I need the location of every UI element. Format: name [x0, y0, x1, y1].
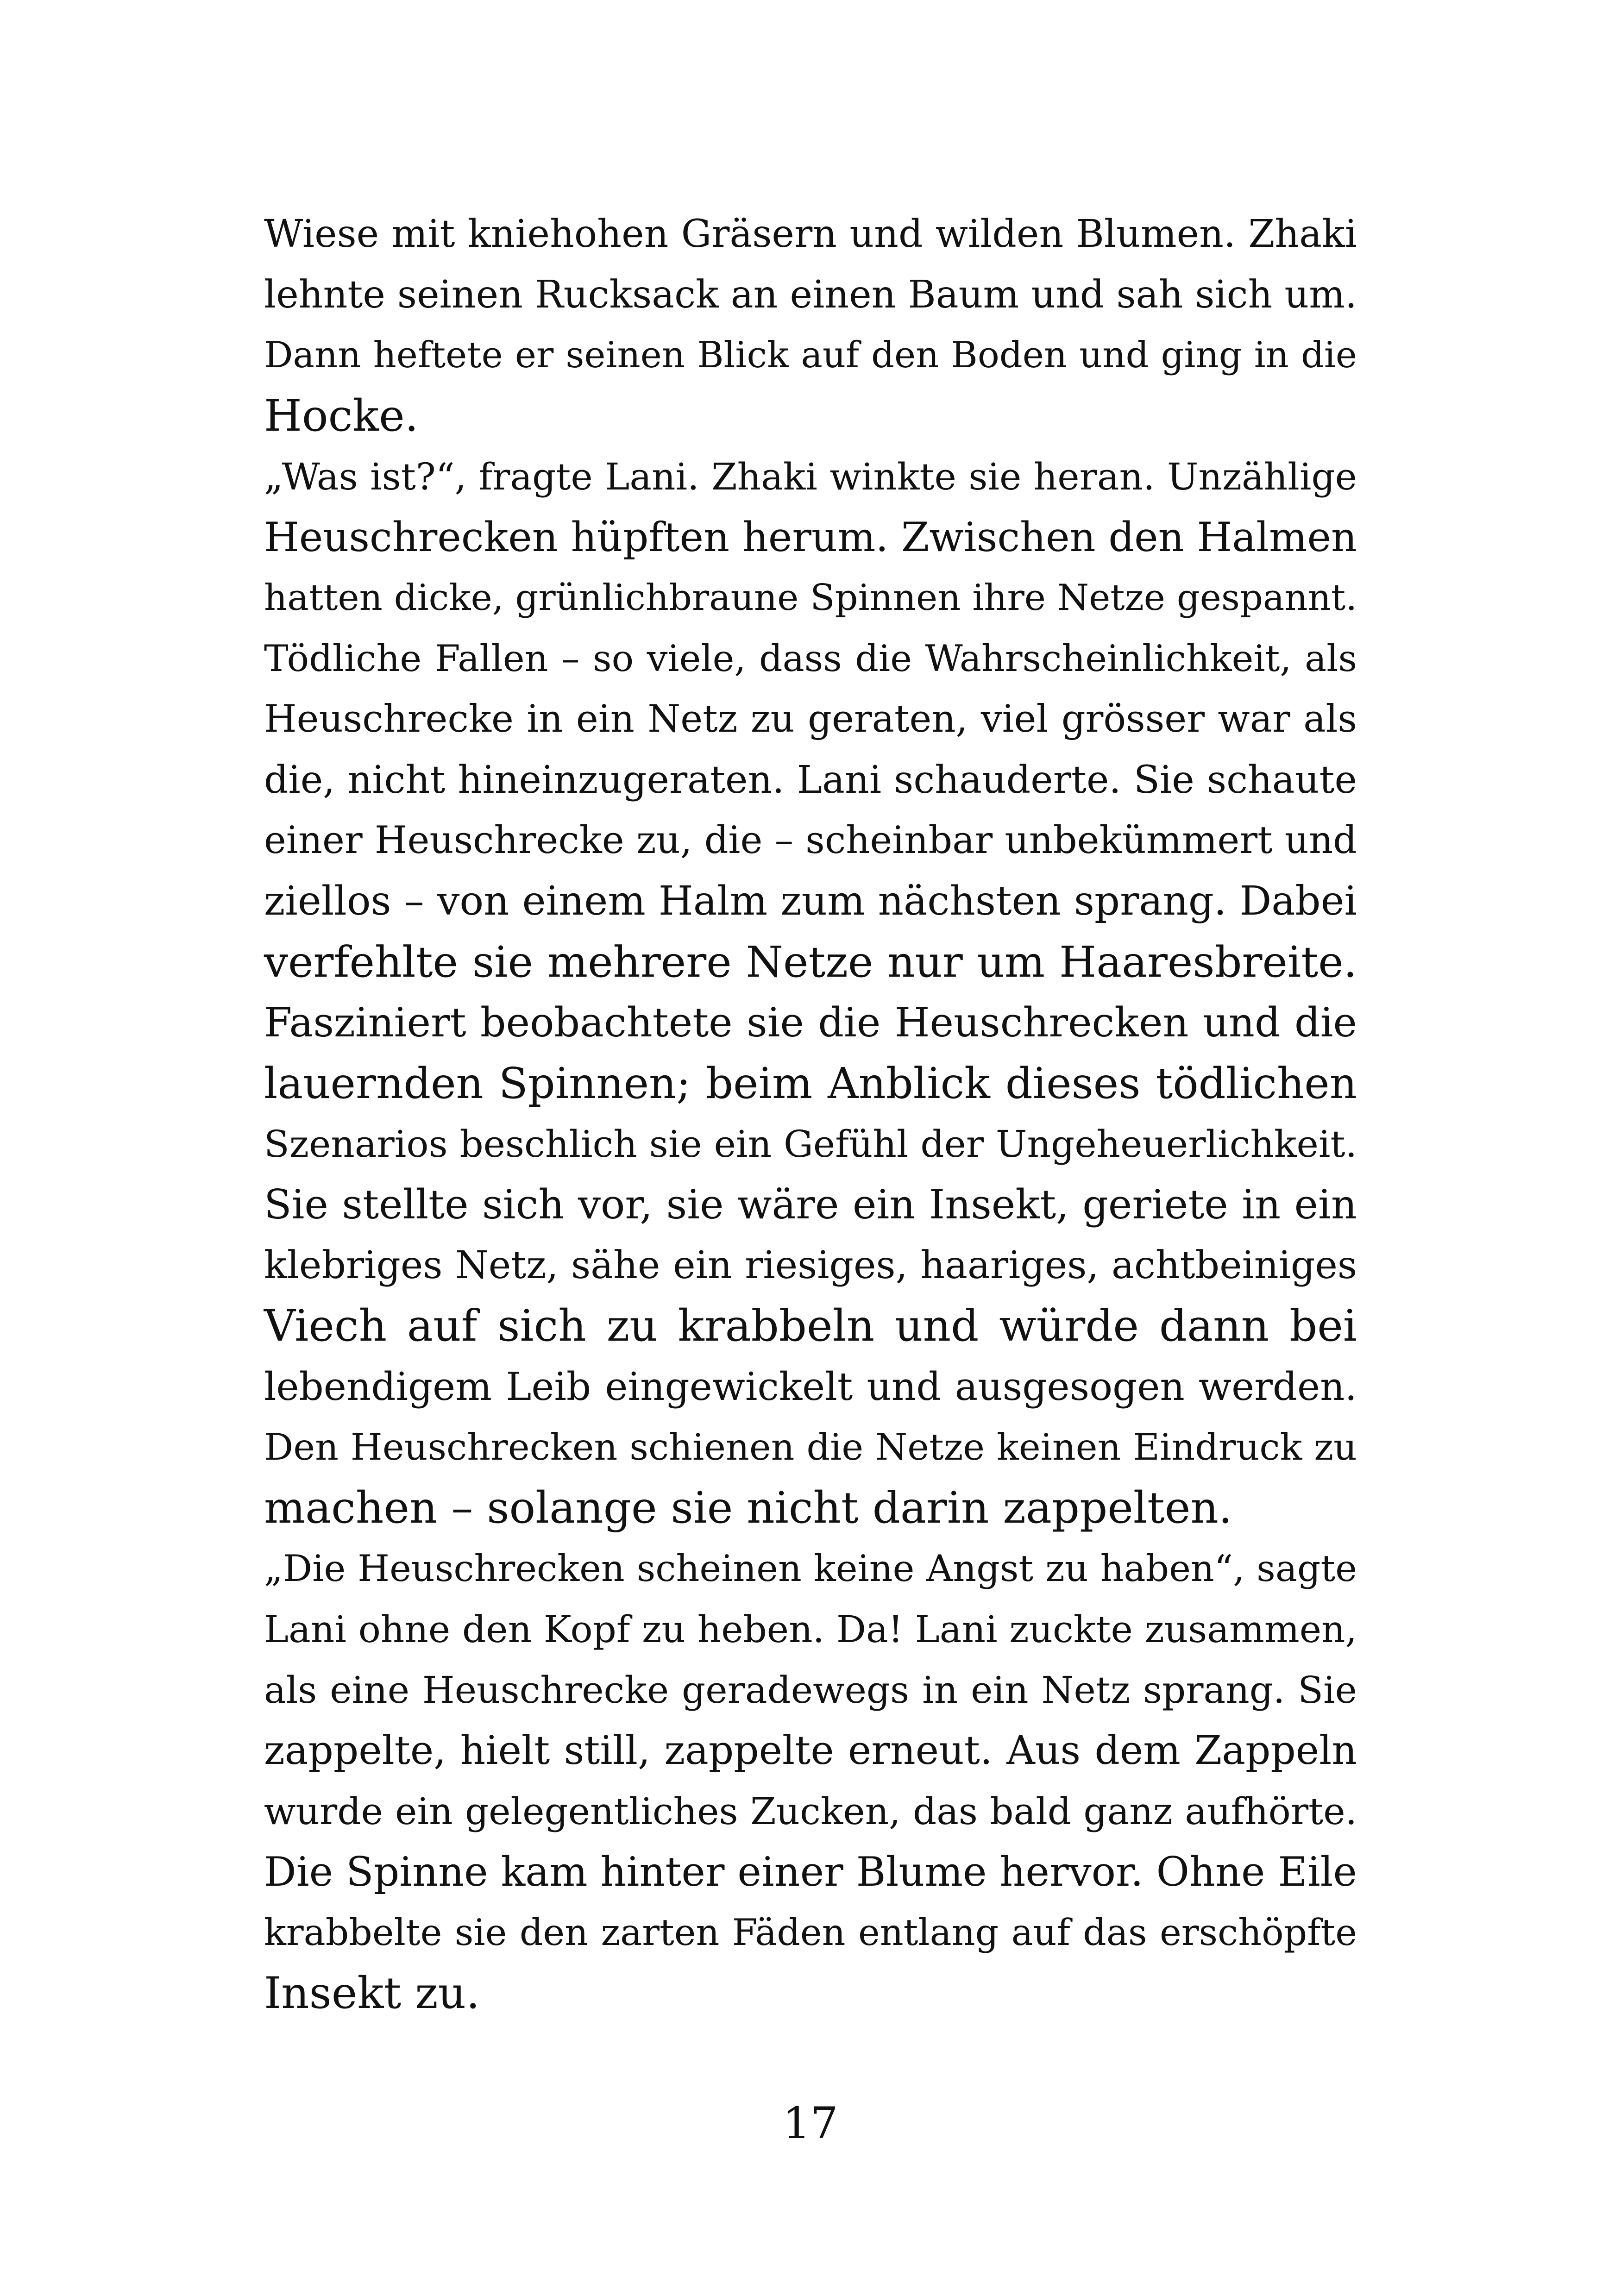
text-line: Sie stellte sich vor, sie wäre ein Insekt, geriete in ein	[264, 1181, 1357, 1228]
text-line: klebriges Netz, sähe ein riesiges, haariges, achtbeiniges	[264, 1243, 1357, 1287]
text-line: wurde ein gelegentliches Zucken, das bald ganz aufhörte.	[264, 1790, 1357, 1833]
page-number: 17	[783, 2098, 838, 2149]
text-line: lauernden Spinnen; beim Anblick dieses tödlichen	[264, 1059, 1357, 1108]
text-line: Szenarios beschlich sie ein Gefühl der Ungeheuerlichkeit.	[264, 1123, 1357, 1166]
text-line: Tödliche Fallen – so viele, dass die Wahrscheinlichkeit, als	[264, 637, 1357, 680]
text-line: hatten dicke, grünlichbraune Spinnen ihre Netze gespannt.	[264, 577, 1357, 619]
text-line: Wiese mit kniehohen Gräsern und wilden Blumen. Zhaki	[264, 212, 1357, 256]
text-line: Fasziniert beobachtete sie die Heuschrecken und die	[264, 999, 1357, 1046]
text-line: „Die Heuschrecken scheinen keine Angst zu haben“, sagte	[264, 1547, 1357, 1590]
text-line: Insekt zu.	[264, 1968, 480, 2019]
text-line: machen – solange sie nicht darin zappelten.	[264, 1483, 1232, 1533]
text-line: ziellos – von einem Halm zum nächsten sprang. Dabei	[264, 878, 1357, 924]
text-line: Viech auf sich zu krabbeln und würde dann bei	[264, 1301, 1357, 1351]
text-line: Lani ohne den Kopf zu heben. Da! Lani zuckte zusammen,	[264, 1608, 1357, 1651]
text-line: krabbelte sie den zarten Fäden entlang auf das erschöpfte	[264, 1911, 1357, 1954]
text-line: zappelte, hielt still, zappelte erneut. Aus dem Zappeln	[264, 1728, 1357, 1774]
text-line: die, nicht hineinzugeraten. Lani schauderte. Sie schaute	[264, 758, 1357, 802]
text-line: als eine Heuschrecke geradewegs in ein Netz sprang. Sie	[264, 1669, 1357, 1712]
text-line: lebendigem Leib eingewickelt und ausgesogen werden.	[264, 1364, 1357, 1409]
body-text	[264, 204, 1357, 2024]
text-line: Hocke.	[264, 391, 419, 441]
text-line: verfehlte sie mehrere Netze nur um Haaresbreite.	[264, 937, 1357, 987]
text-line: Den Heuschrecken schienen die Netze keinen Eindruck zu	[264, 1426, 1357, 1468]
text-line: Dann heftete er seinen Blick auf den Boden und ging in die	[264, 334, 1357, 376]
text-line: „Was ist?“, fragte Lani. Zhaki winkte sie heran. Unzählige	[264, 455, 1357, 498]
text-line: Die Spinne kam hinter einer Blume hervor. Ohne Eile	[264, 1848, 1357, 1895]
text-line: Heuschrecken hüpften herum. Zwischen den Halmen	[264, 514, 1357, 561]
text-line: einer Heuschrecke zu, die – scheinbar unbekümmert und	[264, 819, 1357, 862]
text-line: Heuschrecke in ein Netz zu geraten, viel grösser war als	[264, 697, 1357, 741]
text-line: lehnte seinen Rucksack an einen Baum und sah sich um.	[264, 273, 1357, 317]
